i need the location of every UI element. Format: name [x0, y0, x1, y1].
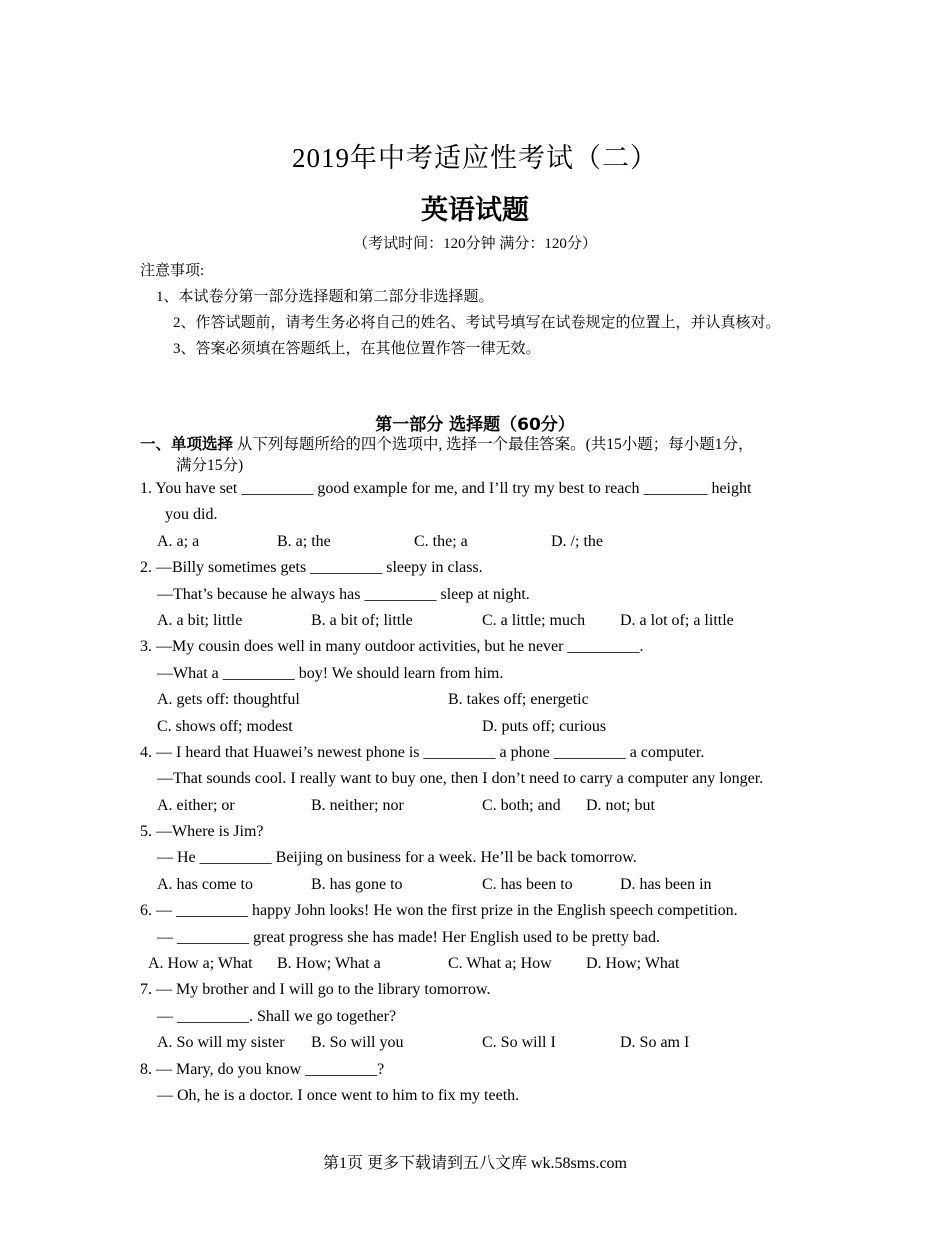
question-stem: you did. — [165, 506, 218, 524]
notes-block — [140, 258, 820, 362]
option-c: C. a little; much — [482, 611, 586, 629]
question-stem: —What a _________ boy! We should learn from him. — [157, 664, 504, 682]
question-options — [140, 1030, 830, 1056]
note-item: 2、作答试题前，请考生务必将自己的姓名、考试号填写在试卷规定的位置上，并认真核对。 — [173, 315, 781, 331]
option-c: C. What a; How — [448, 955, 552, 973]
option-b: B. has gone to — [311, 875, 403, 893]
option-c: C. So will I — [482, 1034, 556, 1052]
option-a: A. So will my sister — [157, 1034, 285, 1052]
question-options — [140, 872, 830, 898]
note-item: 3、答案必须填在答题纸上，在其他位置作答一律无效。 — [173, 341, 541, 357]
option-b: B. a; the — [277, 532, 331, 550]
option-d: D. So am I — [620, 1034, 690, 1052]
option-c: C. both; and — [482, 796, 561, 814]
question-stem: 5. —Where is Jim? — [140, 823, 264, 841]
option-a: A. gets off: thoughtful — [157, 691, 300, 709]
option-a: A. How a; What — [148, 955, 253, 973]
question-stem: 1. You have set _________ good example for me, and I’ll try my best to reach ________ height — [140, 480, 752, 497]
question-stem: —That’s because he always has _________ sleep at night. — [157, 585, 530, 603]
option-a: A. either; or — [157, 796, 235, 814]
option-a: A. a bit; little — [157, 611, 243, 629]
exam-title: 2019年中考适应性考试（二） — [292, 143, 658, 173]
question-stem: 4. — I heard that Huawei’s newest phone is _________ a phone _________ a computer. — [140, 743, 705, 761]
section-label: 一、单项选择 — [140, 435, 234, 453]
question-stem: — _________ great progress she has made! Her English used to be pretty bad. — [157, 928, 660, 946]
option-d: D. not; but — [586, 796, 655, 814]
question-stem: 8. — Mary, do you know _________? — [140, 1060, 385, 1078]
option-c: C. shows off; modest — [157, 717, 293, 735]
question-stem: 6. — _________ happy John looks! He won the first prize in the English speech competition. — [140, 902, 738, 920]
option-b: B. So will you — [311, 1034, 404, 1052]
option-b: B. How; What a — [277, 955, 381, 973]
section-instruction-cont: 满分15分) — [176, 457, 244, 474]
option-d: D. puts off; curious — [482, 717, 607, 735]
option-a: A. has come to — [157, 875, 253, 893]
section-instruction: 从下列每题所给的四个选项中, 选择一个最佳答案。(共15小题；每小题1分， — [233, 436, 754, 453]
question-stem: 7. — My brother and I will go to the library tomorrow. — [140, 981, 491, 999]
option-b: B. neither; nor — [311, 796, 404, 814]
question-options — [140, 608, 830, 634]
option-d: D. a lot of; a little — [620, 611, 734, 629]
question-stem: — Oh, he is a doctor. I once went to him to fix my teeth. — [157, 1086, 520, 1104]
section-header — [140, 434, 820, 476]
question-stem: 3. —My cousin does well in many outdoor activities, but he never _________. — [140, 638, 644, 656]
question-stem: — _________. Shall we go together? — [157, 1007, 397, 1025]
option-b: B. a bit of; little — [311, 611, 413, 629]
option-b: B. takes off; energetic — [448, 691, 589, 709]
question-options — [140, 687, 830, 713]
question-list — [140, 476, 830, 1109]
option-c: C. has been to — [482, 875, 573, 893]
question-options — [140, 529, 830, 555]
notes-heading: 注意事项: — [140, 263, 205, 279]
option-c: C. the; a — [414, 532, 468, 550]
page-footer: 第1页 更多下载请到五八文库 wk.58sms.com — [322, 1155, 627, 1172]
question-stem: 2. —Billy sometimes gets _________ sleepy in class. — [140, 559, 483, 577]
question-stem: —That sounds cool. I really want to buy one, then I don’t need to carry a computer any longer. — [157, 770, 764, 788]
subject-title: 英语试题 — [421, 195, 529, 226]
option-d: D. How; What — [586, 955, 680, 973]
question-options — [140, 951, 830, 977]
option-d: D. has been in — [620, 875, 712, 893]
part-title: 第一部分 选择题（60分） — [375, 415, 575, 435]
exam-info: （考试时间：120分钟 满分：120分） — [353, 236, 597, 252]
note-item: 1、本试卷分第一部分选择题和第二部分非选择题。 — [156, 289, 494, 305]
option-d: D. /; the — [551, 532, 603, 550]
question-options — [140, 793, 830, 819]
question-stem: — He _________ Beijing on business for a week. He’ll be back tomorrow. — [157, 849, 637, 867]
option-a: A. a; a — [157, 532, 200, 550]
question-options — [140, 714, 830, 740]
